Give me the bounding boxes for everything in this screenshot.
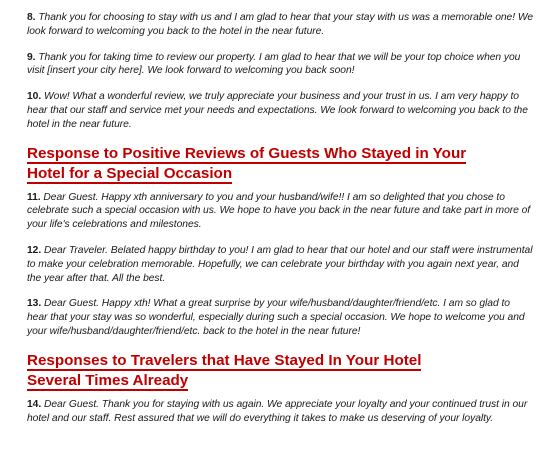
response-number: 14. [27, 398, 42, 410]
response-number: 9. [27, 51, 36, 63]
review-response-8 [27, 11, 533, 39]
section-heading-repeat-travelers [27, 351, 533, 390]
response-number: 12. [27, 244, 42, 256]
section-heading-line: Response to Positive Reviews of Guests Who Stayed in Your [27, 144, 467, 162]
response-text: Thank you for choosing to stay with us and I am glad to hear that your stay with us was a memorable one! We look forward to welcoming you back to the hotel in the near future. [27, 12, 534, 37]
review-response-9 [27, 51, 533, 79]
response-text: Dear Guest. Happy xth anniversary to you and your husband/wife!! I am so delighted that you chose to celebrate such a special occasion with us. We hope to have you back in the near future and take part in more of your life's celebrations and milestones. [27, 191, 531, 231]
section-heading-line: Responses to Travelers that Have Stayed In Your Hotel [27, 351, 422, 369]
response-number: 13. [27, 298, 42, 310]
response-text: Wow! What a wonderful review, we truly appreciate your business and your trust in us. I am very happy to hear that our staff and service met your needs and expectations. We look forward to welcoming you back to the hotel in the near future. [27, 91, 528, 130]
response-text: Thank you for taking time to review our property. I am glad to hear that we will be your top choice when you visit [insert your city here]. We look forward to welcoming you back soon! [27, 51, 521, 77]
section-heading-special-occasion [27, 144, 533, 183]
review-response-12 [27, 244, 533, 285]
response-number: 11. [27, 191, 41, 203]
response-text: Dear Guest. Happy xth! What a great surprise by your wife/husband/daughter/friend/etc. I am so glad to hear that your stay was so wonderful, especially during such a special occasion. We hope to welcome you and your wife/husband/daughter/friend/etc. back to the hotel in the near future! [27, 298, 525, 337]
response-number: 8. [27, 12, 36, 23]
response-text: Dear Traveler. Belated happy birthday to you! I am glad to hear that our hotel and our staff were instrumental to make your celebration memorable. Hopefully, we can celebrate your birthday with you again next year, and the year after that. All the best. [27, 244, 533, 284]
section-heading-line: Several Times Already [27, 371, 189, 389]
section-heading-line: Hotel for a Special Occasion [27, 164, 233, 182]
response-text: Dear Guest. Thank you for staying with us again. We appreciate your loyalty and your continued trust in our hotel and our staff. Rest assured that we will do everything it takes to make us deserving of your loyalty. [27, 398, 528, 424]
review-response-10 [27, 90, 533, 131]
review-response-14 [27, 398, 533, 426]
review-response-13 [27, 297, 533, 338]
response-number: 10. [27, 91, 42, 103]
review-response-11 [27, 191, 533, 232]
